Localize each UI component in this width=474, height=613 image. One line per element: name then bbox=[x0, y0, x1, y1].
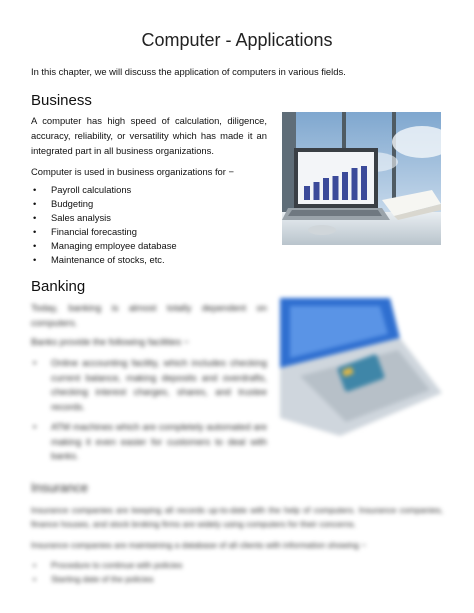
intro-text: In this chapter, we will discuss the application of computers in various fields. bbox=[31, 66, 346, 77]
banking-heading: Banking bbox=[31, 278, 86, 295]
banking-paragraph-2: Banks provide the following facilities − bbox=[31, 336, 190, 347]
list-item: • Sales analysis bbox=[31, 211, 177, 225]
business-list bbox=[31, 183, 177, 267]
business-paragraph-1: A computer has high speed of calculation, diligence, accuracy, reliability, or versatility which has made it an integrated part in all business organizations. bbox=[31, 115, 267, 156]
banking-laptop-image bbox=[280, 298, 442, 436]
screen-chart-bar bbox=[342, 172, 348, 200]
list-item: • ATM machines which are completely automated are making it even easier for customers to deal with banks. bbox=[31, 420, 267, 466]
banking-paragraph-1: Today, banking is almost totally dependent on computers. bbox=[31, 302, 267, 328]
business-laptop-image bbox=[282, 112, 441, 245]
list-item: • Financial forecasting bbox=[31, 225, 177, 239]
insurance-list bbox=[31, 558, 182, 586]
list-item: • Managing employee database bbox=[31, 239, 177, 253]
list-item: • Online accounting facility, which includes checking current balance, making deposits and overdrafts, checking interest charges, shares, and trustee records. bbox=[31, 356, 267, 416]
list-item: • Maintenance of stocks, etc. bbox=[31, 253, 177, 267]
screen-chart-bar bbox=[304, 186, 310, 200]
screen-chart-bar bbox=[352, 168, 358, 200]
screen-chart-bar bbox=[333, 176, 339, 200]
list-item: • Starting date of the policies bbox=[31, 572, 182, 586]
screen-chart-bar bbox=[323, 178, 329, 200]
page-title: Computer - Applications bbox=[141, 30, 333, 50]
business-heading: Business bbox=[31, 92, 92, 109]
list-item: • Procedure to continue with policies bbox=[31, 558, 182, 572]
list-item: • Payroll calculations bbox=[31, 183, 177, 197]
banking-list bbox=[31, 356, 267, 466]
business-paragraph-2: Computer is used in business organizations for − bbox=[31, 166, 234, 177]
list-item: • Budgeting bbox=[31, 197, 177, 211]
insurance-paragraph-1: Insurance companies are keeping all records up-to-date with the help of computers. Insurance companies, finance houses, and stock broking firms are widely using computers for their concerns. bbox=[31, 505, 443, 529]
insurance-heading: Insurance bbox=[31, 480, 89, 495]
screen-chart-bar bbox=[361, 166, 367, 200]
insurance-paragraph-2: Insurance companies are maintaining a database of all clients with information showing − bbox=[31, 540, 367, 550]
screen-chart-bar bbox=[314, 182, 320, 200]
